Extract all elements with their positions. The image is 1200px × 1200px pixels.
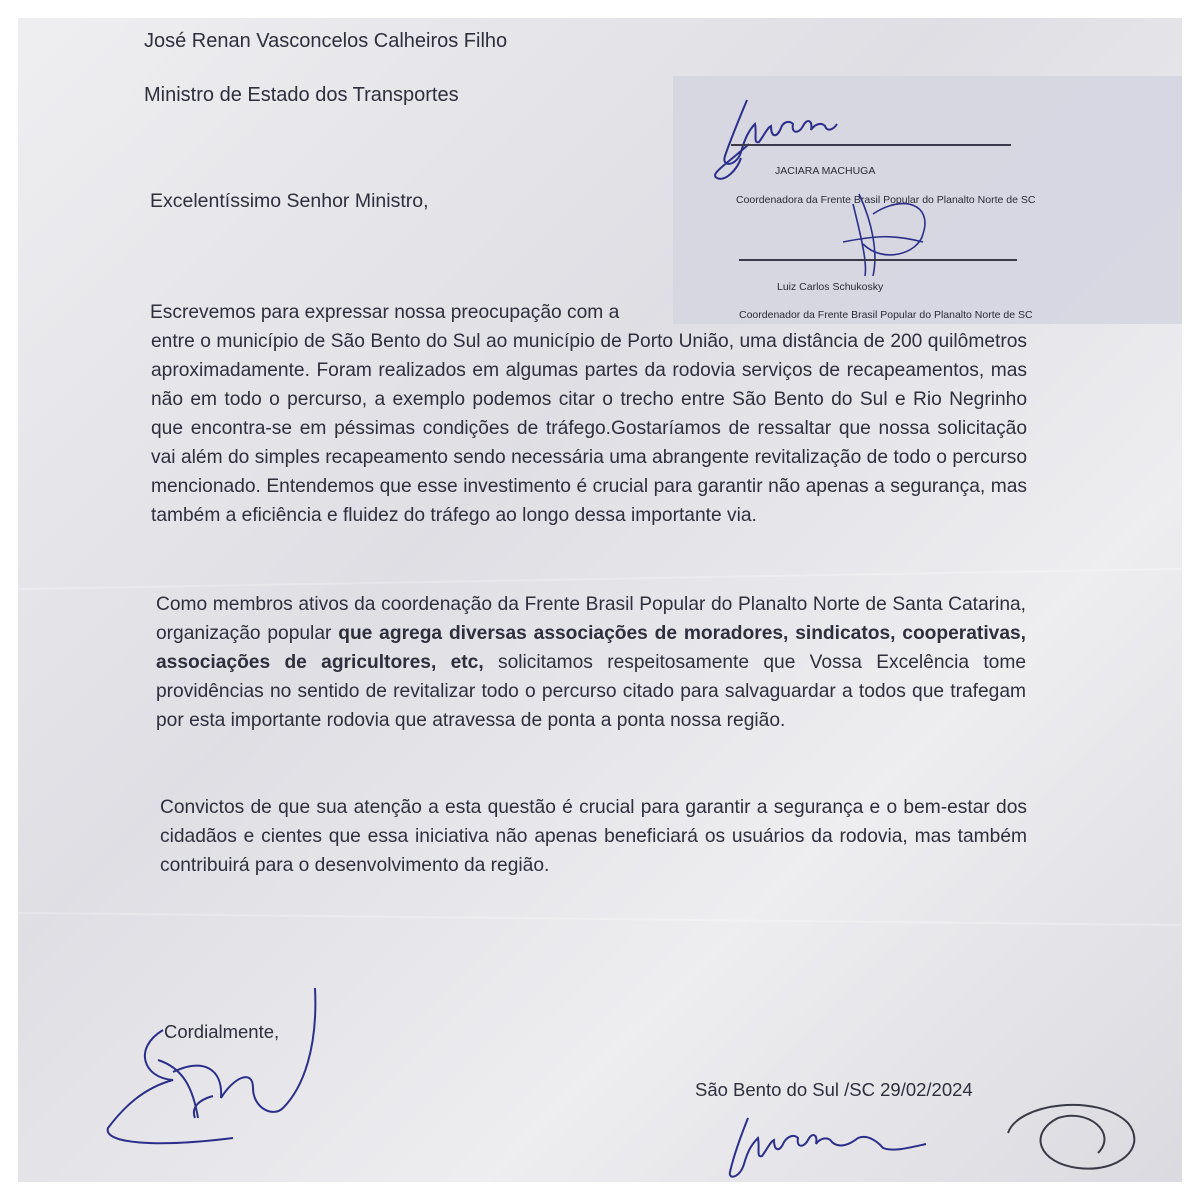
signer1-name: JACIARA MACHUGA <box>775 165 876 177</box>
recipient-name: José Renan Vasconcelos Calheiros Filho <box>144 30 508 52</box>
signer2-name: Luiz Carlos Schukosky <box>777 281 884 293</box>
paragraph-1-first-line: Escrevemos para expressar nossa preocupação com a <box>150 302 620 323</box>
signature-bottom-left <box>103 968 343 1168</box>
signature-jaciara-bottom <box>708 1108 938 1182</box>
signature-block <box>673 76 1182 324</box>
signer1-role: Coordenadora da Frente Brasil Popular do Planalto Norte de SC <box>736 194 1036 206</box>
signer2-role: Coordenador da Frente Brasil Popular do Planalto Norte de SC <box>739 309 1033 321</box>
paper-crease <box>18 568 1182 590</box>
signature-scribble-bottom-right <box>998 1093 1158 1182</box>
paragraph-3: Convictos de que sua atenção a esta questão é crucial para garantir a segurança e o bem-estar dos cidadãos e cientes que essa iniciativa não apenas beneficiará os usuários da rodovia, mas também contribuirá para o desenvolvimento da região. <box>160 797 1027 876</box>
paper-crease <box>18 912 1182 926</box>
closing: Cordialmente, <box>164 1021 280 1042</box>
paragraph-1: entre o município de São Bento do Sul ao município de Porto União, uma distância de 200 quilômetros aproximadamente. Foram realizados em algumas partes da rodovia serviços de recapeamentos, mas não em todo o percurso, a exemplo podemos citar o trecho entre São Bento do Sul e Rio Negrinho que encontra-se em péssimas condições de tráfego.Gostaríamos de ressaltar que nossa solicitação vai além do simples recapeamento sendo necessária uma abrangente revitalização de todo o percurso mencionado. Entendemos que esse investimento é crucial para garantir não apenas a segurança, mas também a eficiência e fluidez do tráfego ao longo dessa importante via. <box>151 331 1027 526</box>
letter-page <box>18 18 1182 1182</box>
place-date: São Bento do Sul /SC 29/02/2024 <box>695 1079 973 1100</box>
paragraph-2-bold: que agrega diversas associações de moradores, sindicatos, cooperativas, associações de agricultores, etc, <box>156 623 1026 673</box>
paragraph-2-text: Como membros ativos da coordenação da Frente Brasil Popular do Planalto Norte de Santa Catarina, organização popular <box>156 594 1026 644</box>
paragraph-2-text-end: solicitamos respeitosamente que Vossa Excelência tome providências no sentido de revitalizar todo o percurso citado para salvaguardar a todos que trafegam por esta importante rodovia que atravessa de ponta a ponta nossa região. <box>156 652 1026 731</box>
signature-line <box>739 259 1017 261</box>
salutation: Excelentíssimo Senhor Ministro, <box>150 190 429 212</box>
recipient-title: Ministro de Estado dos Transportes <box>144 84 459 106</box>
paragraph-2 <box>156 590 1026 735</box>
signature-luiz <box>823 184 943 279</box>
signature-line <box>731 144 1011 146</box>
